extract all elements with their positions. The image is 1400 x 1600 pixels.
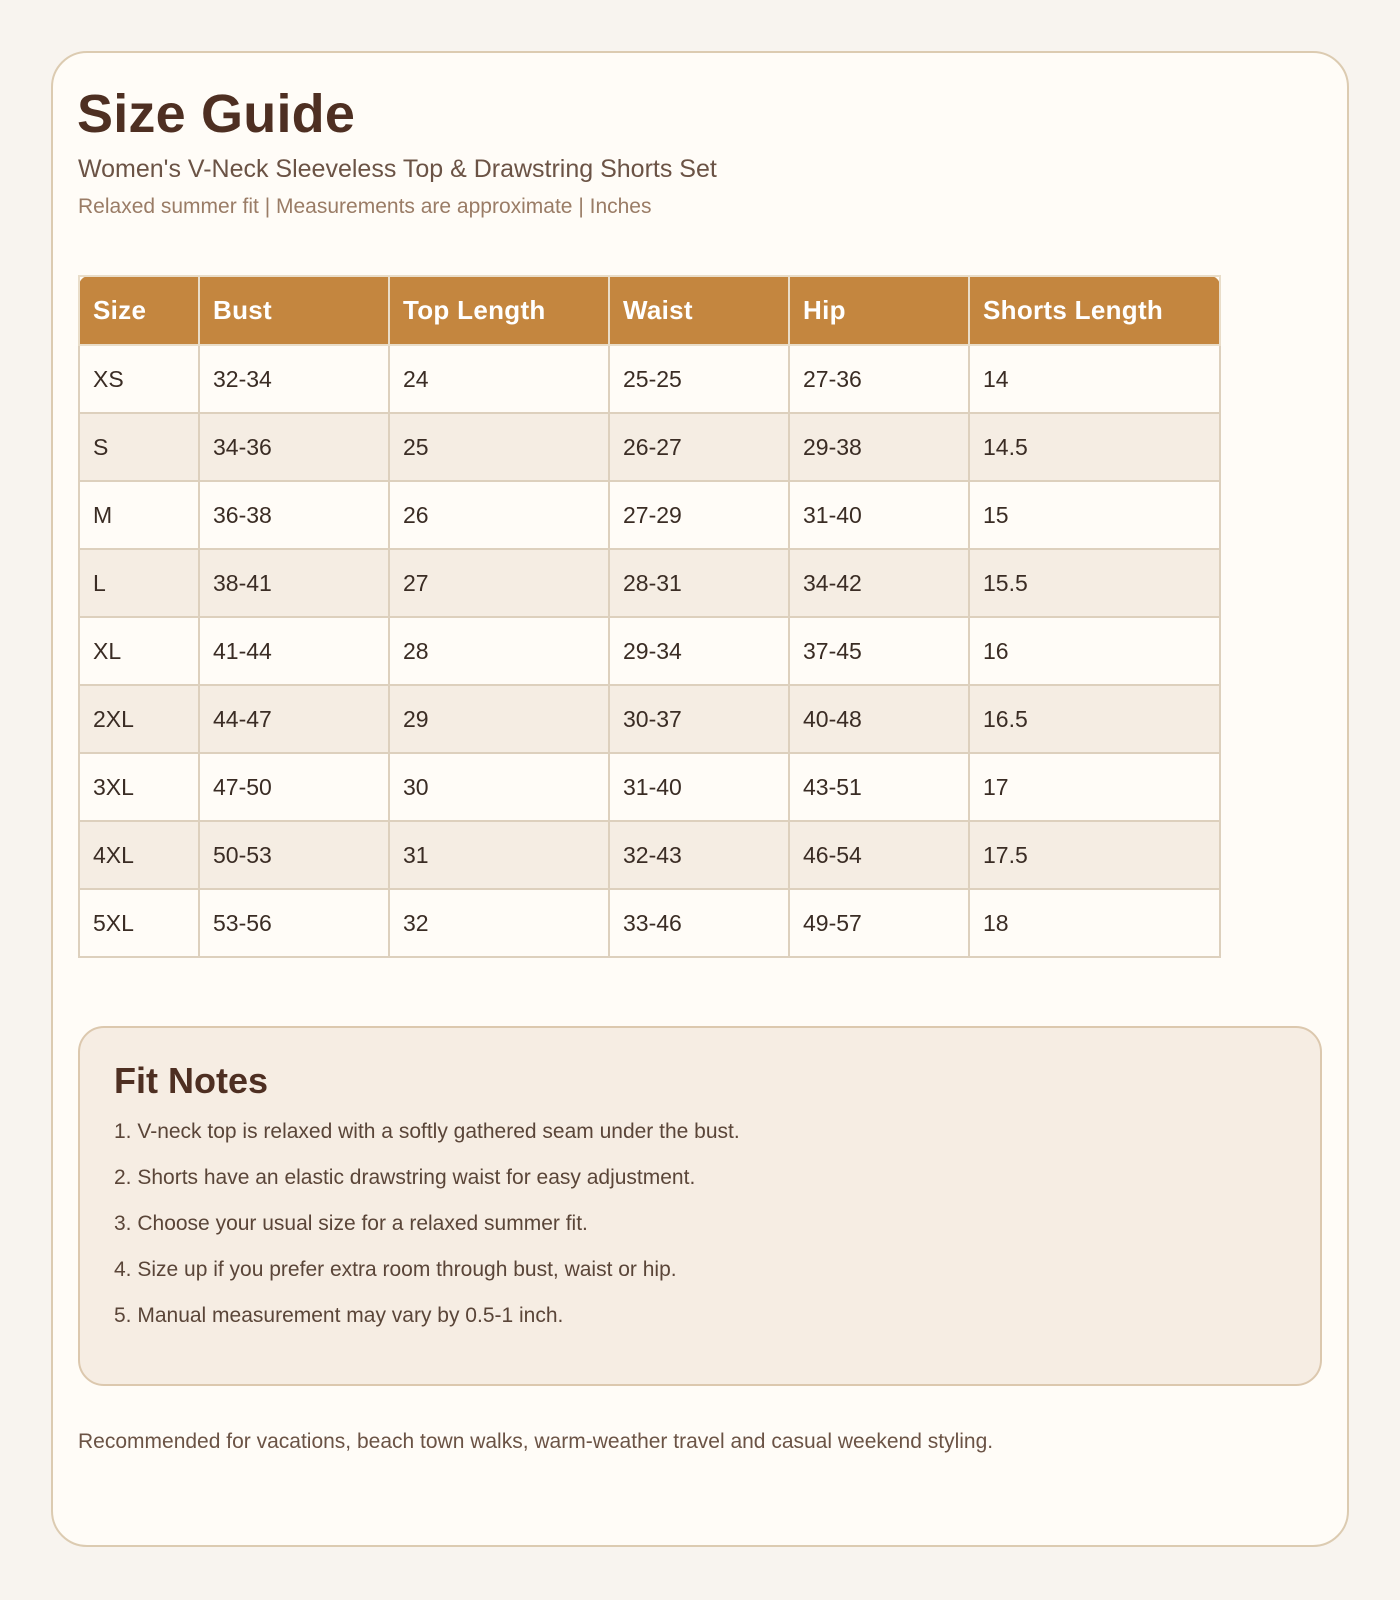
page-title: Size Guide (77, 84, 356, 144)
cell-bust: 50-53 (199, 821, 389, 889)
cell-waist: 28-31 (609, 549, 789, 617)
cell-size: XS (79, 345, 199, 413)
cell-shorts-length: 14 (969, 345, 1220, 413)
cell-top-length: 32 (389, 889, 609, 957)
fit-notes-title: Fit Notes (114, 1060, 269, 1101)
cell-hip: 43-51 (789, 753, 969, 821)
cell-shorts-length: 14.5 (969, 413, 1220, 481)
cell-hip: 37-45 (789, 617, 969, 685)
cell-shorts-length: 16.5 (969, 685, 1220, 753)
fit-note-item: 2. Shorts have an elastic drawstring waist for easy adjustment. (114, 1166, 696, 1189)
table-row (79, 481, 1220, 549)
column-header-hip: Hip (789, 276, 969, 345)
cell-hip: 34-42 (789, 549, 969, 617)
cell-waist: 31-40 (609, 753, 789, 821)
cell-top-length: 31 (389, 821, 609, 889)
product-subtitle: Women's V-Neck Sleeveless Top & Drawstring Shorts Set (78, 155, 717, 183)
cell-bust: 32-34 (199, 345, 389, 413)
fit-note-item: 1. V-neck top is relaxed with a softly gathered seam under the bust. (114, 1120, 740, 1143)
fit-note-item: 3. Choose your usual size for a relaxed summer fit. (114, 1212, 588, 1235)
footer-recommendation: Recommended for vacations, beach town walks, warm-weather travel and casual weekend styling. (78, 1430, 994, 1453)
table-row (79, 685, 1220, 753)
cell-size: 5XL (79, 889, 199, 957)
table-row (79, 413, 1220, 481)
cell-shorts-length: 15.5 (969, 549, 1220, 617)
cell-hip: 46-54 (789, 821, 969, 889)
cell-waist: 33-46 (609, 889, 789, 957)
column-header-top-length: Top Length (389, 276, 609, 345)
cell-shorts-length: 18 (969, 889, 1220, 957)
table-row (79, 889, 1220, 957)
cell-bust: 34-36 (199, 413, 389, 481)
table-row (79, 617, 1220, 685)
cell-hip: 40-48 (789, 685, 969, 753)
cell-hip: 29-38 (789, 413, 969, 481)
cell-top-length: 26 (389, 481, 609, 549)
cell-bust: 53-56 (199, 889, 389, 957)
cell-size: 2XL (79, 685, 199, 753)
cell-top-length: 25 (389, 413, 609, 481)
cell-waist: 26-27 (609, 413, 789, 481)
cell-top-length: 28 (389, 617, 609, 685)
cell-bust: 47-50 (199, 753, 389, 821)
cell-hip: 27-36 (789, 345, 969, 413)
fit-tagline: Relaxed summer fit | Measurements are approximate | Inches (78, 195, 652, 218)
cell-waist: 29-34 (609, 617, 789, 685)
cell-shorts-length: 17.5 (969, 821, 1220, 889)
cell-shorts-length: 17 (969, 753, 1220, 821)
size-table (78, 275, 1221, 958)
cell-waist: 32-43 (609, 821, 789, 889)
fit-note-item: 4. Size up if you prefer extra room through bust, waist or hip. (114, 1258, 677, 1281)
cell-top-length: 27 (389, 549, 609, 617)
cell-bust: 44-47 (199, 685, 389, 753)
cell-size: 4XL (79, 821, 199, 889)
table-row (79, 821, 1220, 889)
fit-notes-panel (78, 1026, 1322, 1386)
column-header-shorts-length: Shorts Length (969, 276, 1220, 345)
table-row (79, 345, 1220, 413)
cell-top-length: 30 (389, 753, 609, 821)
cell-size: S (79, 413, 199, 481)
table-row (79, 549, 1220, 617)
cell-top-length: 24 (389, 345, 609, 413)
table-header-row (79, 276, 1220, 345)
column-header-bust: Bust (199, 276, 389, 345)
cell-hip: 49-57 (789, 889, 969, 957)
cell-top-length: 29 (389, 685, 609, 753)
cell-shorts-length: 15 (969, 481, 1220, 549)
cell-bust: 41-44 (199, 617, 389, 685)
cell-bust: 36-38 (199, 481, 389, 549)
cell-size: L (79, 549, 199, 617)
cell-waist: 30-37 (609, 685, 789, 753)
column-header-size: Size (79, 276, 199, 345)
column-header-waist: Waist (609, 276, 789, 345)
cell-hip: 31-40 (789, 481, 969, 549)
cell-size: 3XL (79, 753, 199, 821)
cell-size: M (79, 481, 199, 549)
cell-waist: 25-25 (609, 345, 789, 413)
cell-size: XL (79, 617, 199, 685)
cell-shorts-length: 16 (969, 617, 1220, 685)
fit-notes-list (114, 1120, 740, 1350)
fit-note-item: 5. Manual measurement may vary by 0.5-1 inch. (114, 1304, 564, 1327)
cell-bust: 38-41 (199, 549, 389, 617)
cell-waist: 27-29 (609, 481, 789, 549)
table-row (79, 753, 1220, 821)
table-body (79, 345, 1220, 957)
